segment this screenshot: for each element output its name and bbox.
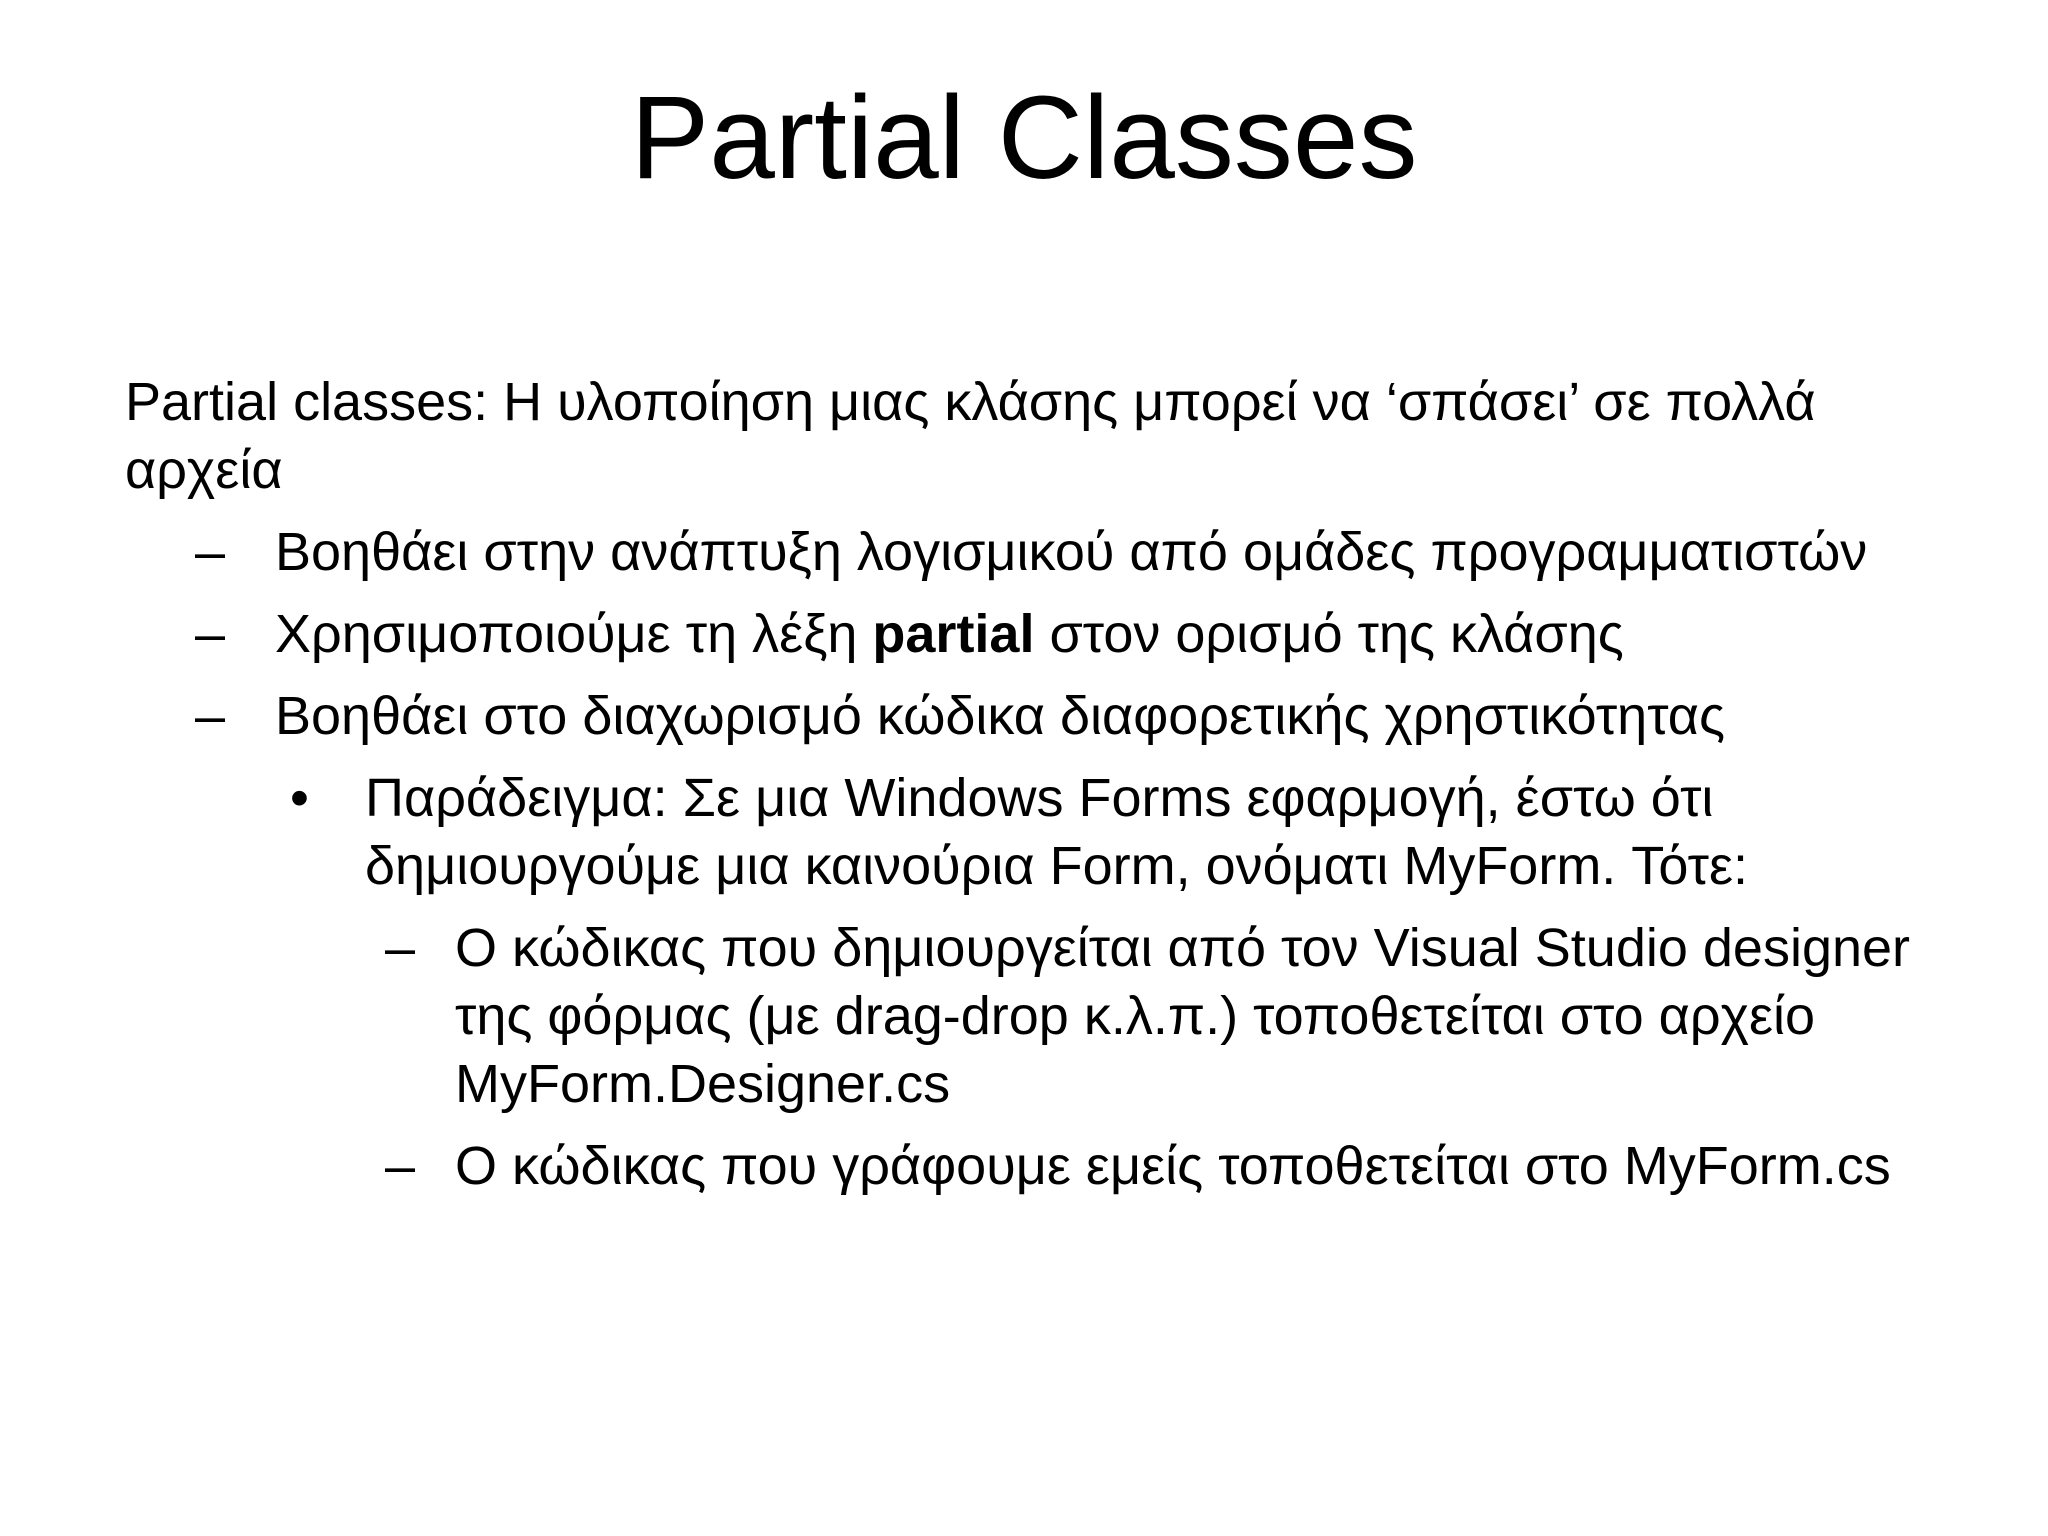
dash-marker: – — [385, 1136, 416, 1196]
dash-marker: – — [195, 522, 226, 582]
bullet-marker: • — [290, 768, 309, 828]
subpoint-item-2 — [125, 1132, 1955, 1200]
bullet-text-after: στον ορισμό της κλάσης — [1034, 604, 1624, 664]
subpoint-text: Ο κώδικας που γράφουμε εμείς τοποθετείται στο MyForm.cs — [455, 1136, 1891, 1196]
bullet-text-before: Χρησιμοποιούμε τη λέξη — [275, 604, 873, 664]
dash-marker: – — [195, 604, 226, 664]
subpoint-text: Ο κώδικας που δημιουργείται από τον Visual Studio designer της φόρμας (με drag-drop κ.λ.π.) τοποθετείται στο αρχείο MyForm.Designer.cs — [455, 918, 1911, 1114]
dash-marker: – — [195, 686, 226, 746]
slide-title: Partial Classes — [630, 72, 1418, 204]
subpoint-item-1 — [125, 914, 1955, 1118]
dash-marker: – — [385, 918, 416, 978]
bullet-text: Βοηθάει στην ανάπτυξη λογισμικού από ομάδες προγραμματιστών — [275, 522, 1868, 582]
bullet-text: Βοηθάει στο διαχωρισμό κώδικα διαφορετικής χρηστικότητας — [275, 686, 1726, 746]
bullet-item-2 — [125, 600, 1955, 668]
intro-paragraph: Partial classes: Η υλοποίηση μιας κλάσης μπορεί να ‘σπάσει’ σε πολλά αρχεία — [125, 372, 1816, 500]
example-text: Παράδειγμα: Σε μια Windows Forms εφαρμογή, έστω ότι δημιουργούμε μια καινούρια Form, ονόματι MyForm. Τότε: — [365, 768, 1749, 896]
slide-body — [125, 368, 1955, 1200]
bullet-item-1 — [125, 518, 1955, 586]
example-item — [125, 764, 1955, 900]
keyword-partial: partial — [872, 604, 1035, 664]
bullet-item-3 — [125, 682, 1955, 750]
